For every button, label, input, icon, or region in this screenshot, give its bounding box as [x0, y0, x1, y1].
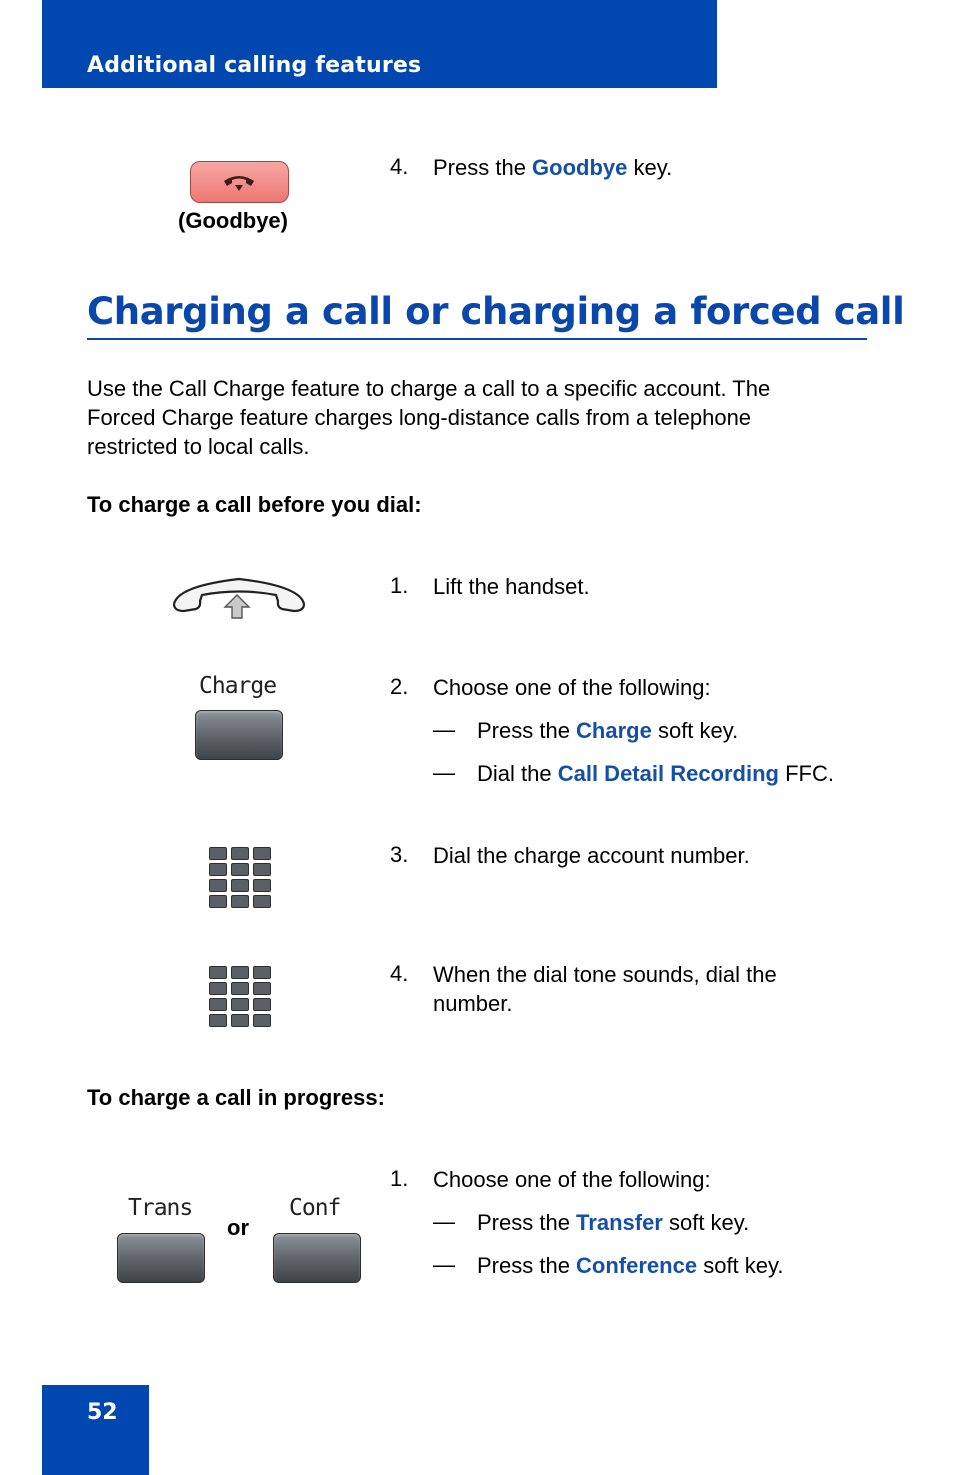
in-progress-heading: To charge a call in progress: [87, 1085, 385, 1110]
charge-softkey-icon [195, 710, 283, 760]
section-title: Charging a call or charging a forced call [87, 290, 905, 333]
option-press-conference: Press the Conference soft key. [477, 1253, 784, 1278]
before-step2-number: 2. [390, 674, 409, 699]
charge-softkey-label: Charge [199, 673, 277, 699]
option-dash: — [433, 717, 455, 742]
title-divider [87, 338, 867, 340]
handset-icon [170, 574, 308, 622]
option-dial-cdr: Dial the Call Detail Recording FFC. [477, 761, 834, 786]
before-step2-text: Choose one of the following: [433, 675, 711, 700]
before-step4-text: When the dial tone sounds, dial the number. [433, 962, 777, 1016]
page-header [42, 0, 717, 88]
option-dash: — [433, 1209, 455, 1234]
dialpad-icon [209, 847, 271, 909]
before-step3-text: Dial the charge account number. [433, 843, 750, 868]
progress-step1-text: Choose one of the following: [433, 1167, 711, 1192]
intro-paragraph: Use the Call Charge feature to charge a call to a specific account. The Forced Charge feature charges long-distance calls from a telephone restricted to local calls. [87, 376, 771, 459]
or-label: or [227, 1215, 249, 1240]
header-title: Additional calling features [87, 53, 422, 78]
page-number-box [42, 1385, 149, 1475]
before-step4-number: 4. [390, 961, 409, 986]
trans-softkey-label: Trans [128, 1195, 193, 1221]
conf-softkey-icon [273, 1233, 361, 1283]
goodbye-key-icon [190, 161, 289, 203]
before-step1-text: Lift the handset. [433, 574, 590, 599]
conf-softkey-label: Conf [289, 1195, 341, 1221]
progress-step1-number: 1. [390, 1166, 409, 1191]
goodbye-step-text: Press the Goodbye key. [433, 155, 673, 180]
goodbye-key-label: (Goodbye) [178, 208, 288, 233]
option-dash: — [433, 760, 455, 785]
goodbye-step-number: 4. [390, 154, 409, 179]
option-press-charge: Press the Charge soft key. [477, 718, 739, 743]
page-number: 52 [87, 1400, 118, 1425]
dialpad-icon [209, 966, 271, 1028]
before-step3-number: 3. [390, 842, 409, 867]
before-dial-heading: To charge a call before you dial: [87, 492, 422, 517]
option-press-transfer: Press the Transfer soft key. [477, 1210, 750, 1235]
before-step1-number: 1. [390, 573, 409, 598]
option-dash: — [433, 1252, 455, 1277]
trans-softkey-icon [117, 1233, 205, 1283]
